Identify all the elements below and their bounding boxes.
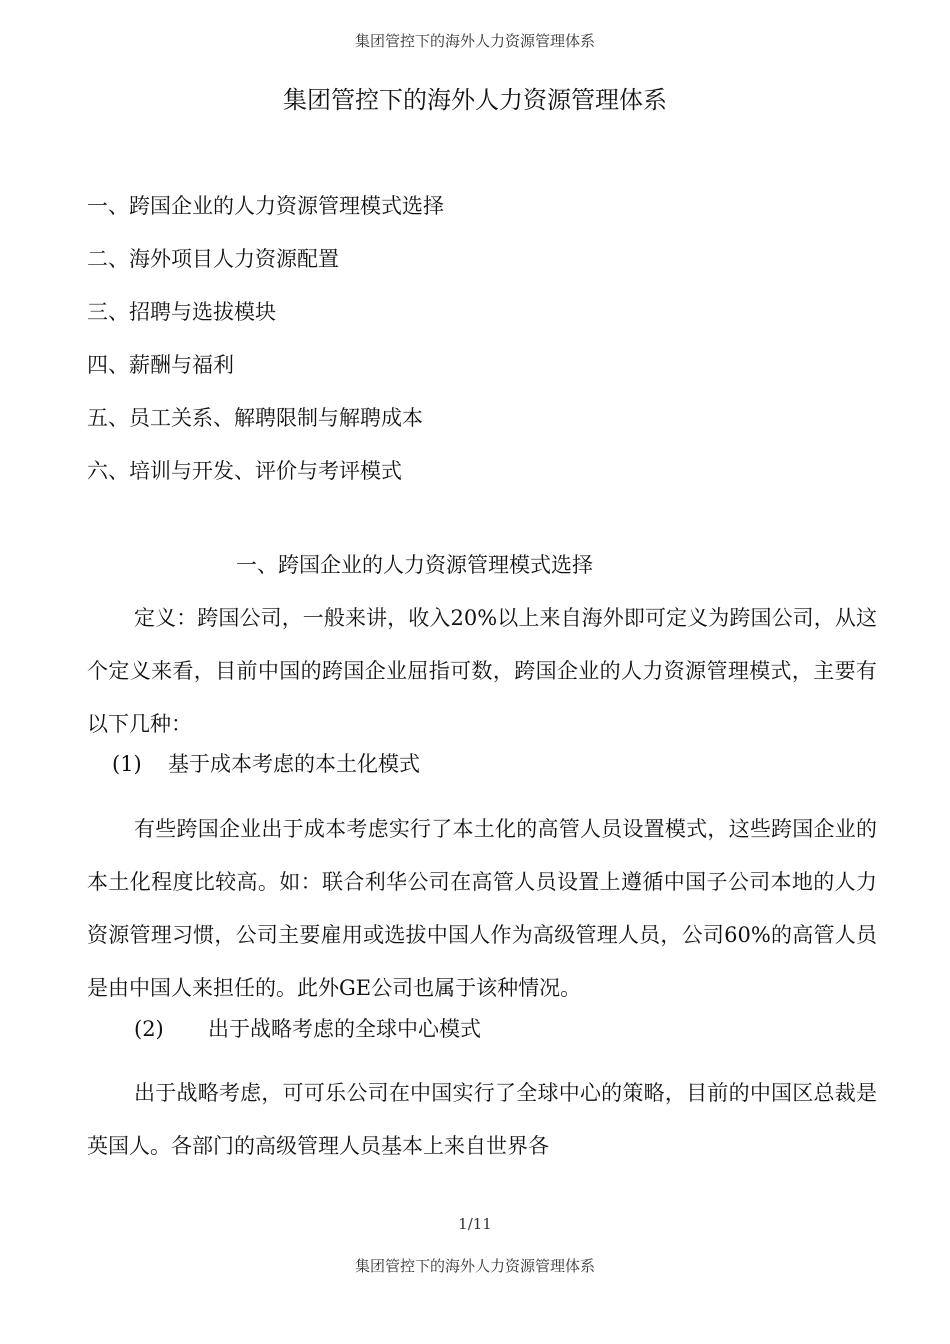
subsection-number: (2) xyxy=(134,1017,164,1041)
definition-paragraph: 定义：跨国公司，一般来讲，收入20%以上来自海外即可定义为跨国公司，从这个定义来看，目前中国的跨国企业屈指可数，跨国企业的人力资源管理模式，主要有以下几种： xyxy=(87,606,877,736)
toc-item: 四、薪酬与福利 xyxy=(87,353,234,377)
toc-item: 五、员工关系、解聘限制与解聘成本 xyxy=(87,406,423,430)
document-title: 集团管控下的海外人力资源管理体系 xyxy=(283,86,667,114)
subsection-body-2: 出于战略考虑，可可乐公司在中国实行了全球中心的策略，目前的中国区总裁是英国人。各部门的高级管理人员基本上来自世界各 xyxy=(87,1081,877,1158)
subsection-title: 基于成本考虑的本土化模式 xyxy=(168,752,420,776)
toc-item: 一、跨国企业的人力资源管理模式选择 xyxy=(87,194,444,218)
subsection-heading-2 xyxy=(134,1013,481,1043)
subsection-body-1: 有些跨国企业出于成本考虑实行了本土化的高管人员设置模式，这些跨国企业的本土化程度比较高。如：联合利华公司在高管人员设置上遵循中国子公司本地的人力资源管理习惯，公司主要雇用或选拔中国人作为高级管理人员，公司60%的高管人员是由中国人来担任的。此外GE公司也属于该种情况。 xyxy=(87,817,877,1000)
running-header: 集团管控下的海外人力资源管理体系 xyxy=(354,32,595,50)
subsection-number: (1) xyxy=(112,752,142,776)
section-heading: 一、跨国企业的人力资源管理模式选择 xyxy=(236,553,593,577)
subsection-title: 出于战略考虑的全球中心模式 xyxy=(208,1017,481,1041)
toc-item: 三、招聘与选拔模块 xyxy=(87,300,276,324)
toc-item: 六、培训与开发、评价与考评模式 xyxy=(87,459,402,483)
toc-item: 二、海外项目人力资源配置 xyxy=(87,247,339,271)
page-number: 1/11 xyxy=(458,1215,492,1233)
subsection-heading-1 xyxy=(112,748,420,778)
running-footer: 集团管控下的海外人力资源管理体系 xyxy=(354,1257,595,1275)
table-of-contents xyxy=(87,180,444,498)
